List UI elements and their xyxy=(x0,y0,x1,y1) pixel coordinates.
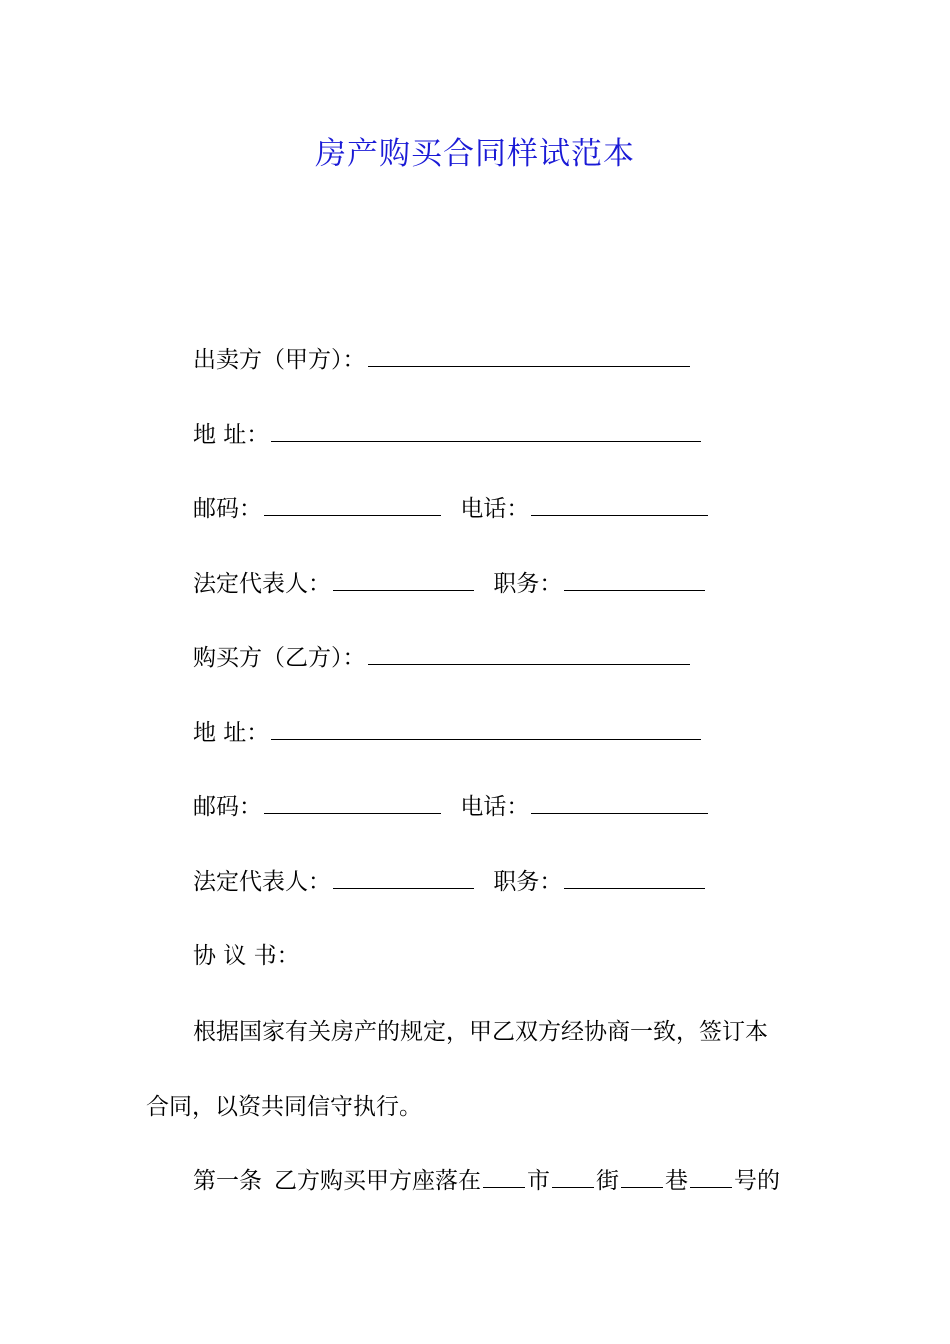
seller-rep-label: 法定代表人： xyxy=(193,571,331,597)
buyer-postcode-label: 邮码： xyxy=(193,794,262,820)
buyer-position-label: 职务： xyxy=(493,869,563,895)
intro-line-1: 根据国家有关房产的规定，甲乙双方经协商一致，签订本 xyxy=(193,1019,768,1045)
seller-position-label: 职务： xyxy=(493,571,563,597)
document-title: 房产购买合同样试范本 xyxy=(315,136,635,172)
seller-line xyxy=(193,344,708,376)
number-label: 号的 xyxy=(734,1168,780,1194)
buyer-rep-line xyxy=(193,866,708,898)
buyer-phone-blank[interactable] xyxy=(531,791,708,814)
buyer-rep-blank[interactable] xyxy=(333,866,474,889)
buyer-line xyxy=(193,642,708,674)
lane-label: 巷 xyxy=(665,1168,688,1194)
buyer-name-blank[interactable] xyxy=(368,642,690,665)
seller-address-blank[interactable] xyxy=(271,419,701,442)
seller-phone-blank[interactable] xyxy=(531,493,708,516)
buyer-address-blank[interactable] xyxy=(271,717,701,740)
number-blank[interactable] xyxy=(690,1165,732,1188)
lane-blank[interactable] xyxy=(621,1165,663,1188)
article-1-line xyxy=(193,1165,808,1197)
buyer-address-line xyxy=(193,717,708,749)
seller-rep-line xyxy=(193,568,708,600)
street-label: 街 xyxy=(596,1168,619,1194)
agreement-heading: 协 议 书： xyxy=(193,943,300,969)
seller-name-blank[interactable] xyxy=(368,344,690,367)
seller-phone-label: 电话： xyxy=(460,496,530,522)
buyer-phone-label: 电话： xyxy=(460,794,530,820)
buyer-address-label: 地 址： xyxy=(193,720,270,746)
street-blank[interactable] xyxy=(552,1165,594,1188)
buyer-position-blank[interactable] xyxy=(564,866,705,889)
buyer-contact-line xyxy=(193,791,708,823)
seller-postcode-label: 邮码： xyxy=(193,496,262,522)
city-label: 市 xyxy=(527,1168,550,1194)
intro-line-2: 合同，以资共同信守执行。 xyxy=(146,1094,422,1120)
seller-address-line xyxy=(193,419,708,451)
city-blank[interactable] xyxy=(483,1165,525,1188)
buyer-rep-label: 法定代表人： xyxy=(193,869,331,895)
seller-label: 出卖方（甲方）： xyxy=(193,347,366,373)
seller-address-label: 地 址： xyxy=(193,422,270,448)
seller-rep-blank[interactable] xyxy=(333,568,474,591)
seller-position-blank[interactable] xyxy=(564,568,705,591)
article-1-lead: 第一条 xyxy=(193,1168,262,1194)
seller-contact-line xyxy=(193,493,708,525)
buyer-postcode-blank[interactable] xyxy=(264,791,441,814)
buyer-label: 购买方（乙方）： xyxy=(193,645,366,671)
seller-postcode-blank[interactable] xyxy=(264,493,441,516)
article-1-text: 乙方购买甲方座落在 xyxy=(274,1168,481,1194)
